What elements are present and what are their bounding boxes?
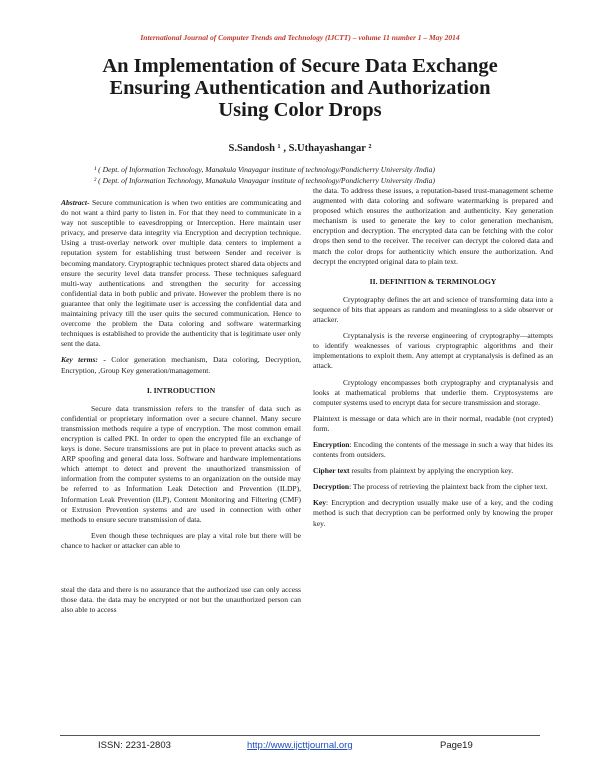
term-label: Encryption [313,439,350,449]
body-paragraph: the data. To address these issues, a reputation-based trust-management scheme augmented with data coloring and software watermarking is prepared and proposed which ensures the authorization and authenticity. Key generation mechanism is used to generate the key to color generation mechanism, encryption and decryption. The encrypted data can be fetching with the color drops then send to the receiver. The receiver can decrypt the colored data and match the color drops for authenticity which ensure the authorization. And decrypt the encrypted original data to plain text. [313,186,553,266]
section-heading-definitions: II. DEFINITION & TERMINOLOGY [369,276,497,286]
left-column [61,198,301,621]
term-label: Cipher text [313,466,350,476]
definition-ciphertext [313,466,553,476]
term-text: : Encoding the contents of the message in such a way that hides its contents from outsiders. [313,439,553,460]
intro-paragraph: Secure data transmission refers to the transfer of data such as confidential or proprietary information over a secure channel. Many secure transmission methods require a type of encryption. The most common email encryption is called PKI. In order to open the encrypted file an exchange of keys is done. Secure transmissions are put in place to prevent attacks such as ARP spoofing and general data loss. Software and hardware implementations which attempt to detect and prevent the unauthorized transmission of information from the computer systems to an organization on the outside may be referred to as Information Leak Detection and Prevention (ILDP), Information Leak Prevention (ILP), Content Monitoring and Filtering (CMF) or Extrusion Prevention systems and are used in connection with other methods to ensure secure transmission of data. [61,403,301,524]
intro-paragraph: Even though these techniques are play a vital role but there will be chance to hacker or attacker can able to [61,530,301,550]
abstract [61,198,301,349]
definition-plaintext: Plaintext is message or data which are in their normal, readable (not crypted) form. [313,413,553,433]
footer-journal-link[interactable]: http://www.ijcttjournal.org [247,740,353,751]
term-label: Decryption [313,482,350,492]
definition-decryption [313,482,553,492]
intro-paragraph: steal the data and there is no assurance that the authorized use can only access those data. the data may be encrypted or not but the unauthorized person can also able to access [61,585,301,615]
keywords-text: Color generation mechanism, Data coloring, Decryption, Encryption, ,Group Key generation/management. [61,355,301,375]
section-heading-introduction: I. INTRODUCTION [146,385,216,395]
affiliation: ² ( Dept. of Information Technology, Manakula Vinayagar institute of technology/Pondicherry University /India) [94,175,435,185]
definition-encryption [313,440,553,460]
definition-cryptography: Cryptography defines the art and science of transforming data into a sequence of bits that appears as random and meaningless to a side observer or attacker. [313,294,553,325]
definition-cryptanalysis: Cryptanalysis is the reverse engineering of cryptography—attempts to identify weaknesses of various cryptographic algorithms and their implementations to exploit them. Any attempt at cryptanalysis is defined as an attack. [313,331,553,371]
term-label: Key [313,498,326,508]
definition-cryptology: Cryptology encompasses both cryptography and cryptanalysis and looks at mathematical problems that underlie them. Cryptosystems are computer systems used to encrypt data for secure transmission and storage. [313,377,553,407]
title-line: Ensuring Authentication and Authorization [109,77,491,99]
footer-page-number: Page19 [440,740,473,751]
paper-title [60,55,540,121]
keywords-label: Key terms: - [61,355,106,365]
authors: S.Sandosh ¹ , S.Uthayashangar ² [228,143,372,154]
keywords [61,355,301,375]
footer-divider [60,735,540,736]
title-line: An Implementation of Secure Data Exchange [102,55,498,77]
affiliations [94,165,435,186]
footer-issn: ISSN: 2231-2803 [98,740,171,751]
right-column [313,186,553,535]
term-text: results from plaintext by applying the encryption key. [349,466,514,476]
definition-key [313,498,553,528]
abstract-text: Secure communication is when two entities are communicating and do not want a third party to listen in. For that they need to communicate in a way not susceptible to eavesdropping or Interception. Here maintain user privacy, and preserve data integrity via Encryption and decryption technique. Using a trust-overlay network over multiple data centers to implement a reputation system for establishing trust between Sender and receiver is becoming mandatory. Cryptographic techniques protect shared data objects and ensure the security level data transfer process. These techniques safeguard multi-way authentications and strengthen the security for accessing confidential data in both public and private. However the problem there is no guarantee that only the legitimate user is accessing the confidential data and maintaining privacy till the user quits the secured communication. Hence to overcome the problem the Data coloring and software watermarking techniques is established to provide the authenticity that is legitimate user only sent the data. [61,198,301,349]
journal-header: International Journal of Computer Trends and Technology (IJCTT) – volume 11 number 1 – May 2014 [140,33,460,42]
title-line: Using Color Drops [218,99,382,121]
term-text: : Encryption and decryption usually make use of a key, and the coding method is such that decryption can be performed only by knowing the proper key. [313,498,553,528]
term-text: : The process of retrieving the plaintext back from the cipher text. [349,482,548,492]
affiliation: ¹ ( Dept. of Information Technology, Manakula Vinayagar institute of technology/Pondicherry University /India) [94,165,435,174]
abstract-label: Abstract- [61,198,90,207]
